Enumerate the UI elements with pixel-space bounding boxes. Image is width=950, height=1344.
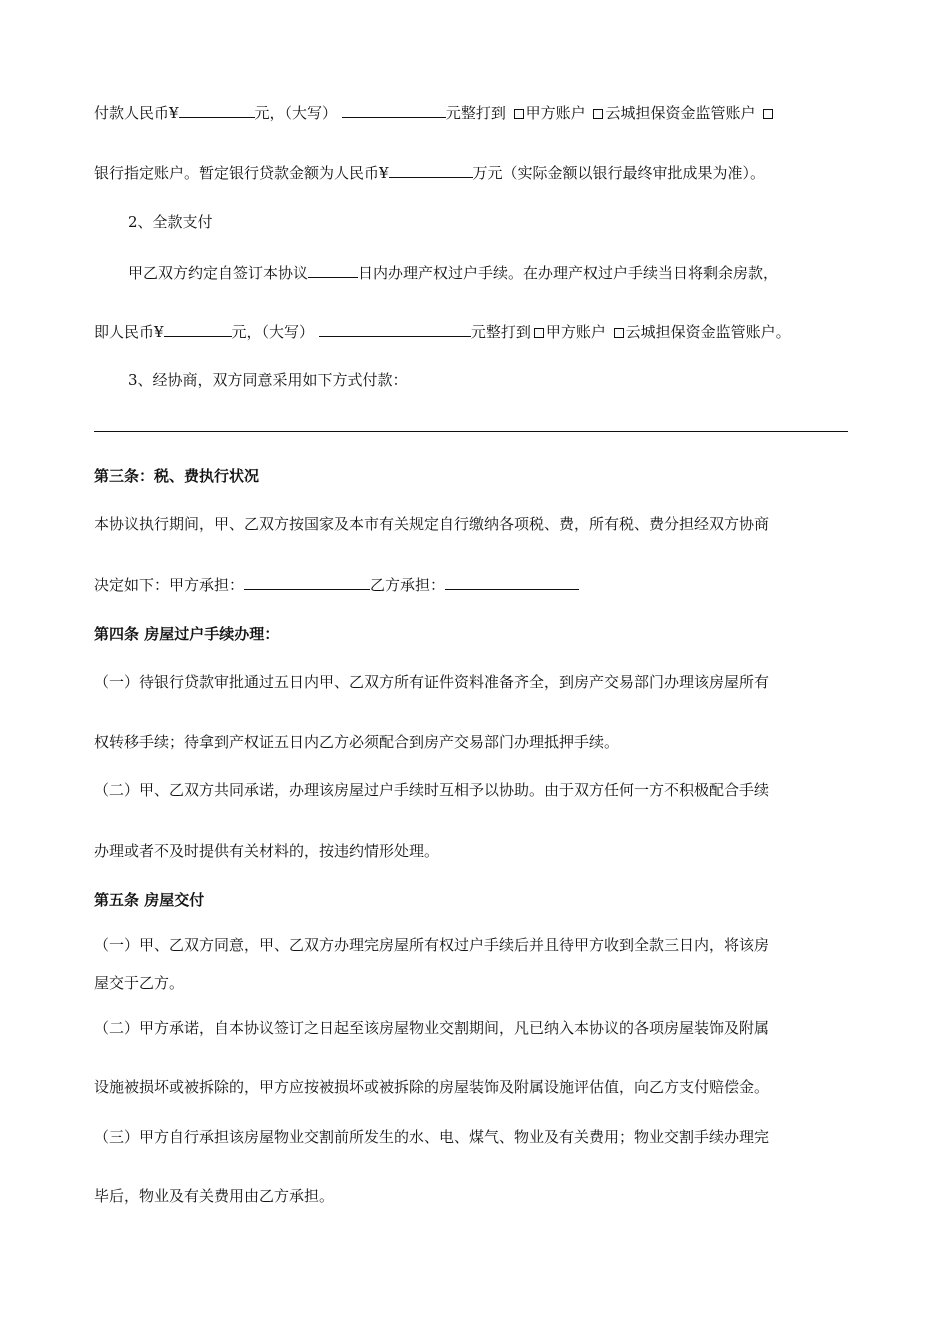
- text: 元，（大写）: [231, 323, 315, 341]
- article-5-p2-line-2: 设施被损坏或被拆除的，甲方应按被损坏或被拆除的房屋装饰及附属设施评估值，向乙方支付赔偿金。: [94, 1078, 770, 1096]
- checkbox-party-a-account[interactable]: [534, 328, 544, 338]
- text: 元整打到: [470, 323, 531, 341]
- loan-payment-line-2: [94, 162, 856, 183]
- article-5-p2-line-1: （二）甲方承诺，自本协议签订之日起至该房屋物业交割期间，凡已纳入本协议的各项房屋装饰及附属: [94, 1019, 770, 1037]
- option-label: 云城担保资金监管账户: [605, 104, 756, 122]
- checkbox-escrow-account[interactable]: [614, 328, 624, 338]
- text: 日内办理产权过户手续。在办理产权过户手续当日将剩余房款，: [358, 264, 779, 282]
- article-4-p1-line-2: 权转移手续；待拿到产权证五日内乙方必须配合到房产交易部门办理抵押手续。: [94, 733, 620, 751]
- amount-blank[interactable]: [164, 321, 232, 337]
- article-4-p2-line-2: 办理或者不及时提供有关材料的，按违约情形处理。: [94, 842, 440, 860]
- negotiated-payment-line: 3、经协商，双方同意采用如下方式付款：: [128, 371, 408, 389]
- text: 银行指定账户。暂定银行贷款金额为人民币¥: [94, 164, 389, 182]
- text: 乙方承担：: [370, 576, 446, 594]
- article-3-line-1: 本协议执行期间，甲、乙双方按国家及本市有关规定自行缴纳各项税、费，所有税、费分担经双方协商: [94, 515, 770, 533]
- article-5-title: 第五条 房屋交付: [94, 891, 205, 909]
- article-3-line-2: [94, 574, 856, 595]
- amount-blank[interactable]: [179, 102, 255, 118]
- article-4-title: 第四条 房屋过户手续办理：: [94, 625, 280, 643]
- amount-words-blank[interactable]: [319, 321, 471, 337]
- days-blank[interactable]: [308, 262, 358, 278]
- amount-words-blank[interactable]: [342, 102, 446, 118]
- article-3-title: 第三条：税、费执行状况: [94, 467, 260, 485]
- text: 万元（实际金额以银行最终审批成果为准）。: [472, 164, 766, 182]
- text: 即人民币¥: [94, 323, 164, 341]
- loan-payment-line-1: [94, 102, 856, 123]
- full-payment-line-2: [94, 321, 856, 342]
- article-5-p3-line-1: （三）甲方自行承担该房屋物业交割前所发生的水、电、煤气、物业及有关费用；物业交割手续办理完: [94, 1128, 770, 1146]
- option-label: 甲方账户: [545, 323, 606, 341]
- text: 甲乙双方约定自签订本协议: [128, 264, 309, 282]
- text: 付款人民币¥: [94, 104, 179, 122]
- article-5-p3-line-2: 毕后，物业及有关费用由乙方承担。: [94, 1187, 335, 1205]
- text: 元，（大写）: [254, 104, 338, 122]
- article-5-p1-line-1: （一）甲、乙双方同意，甲、乙双方办理完房屋所有权过户手续后并且待甲方收到全款三日内，将该房: [94, 936, 770, 954]
- full-payment-line-1: [128, 262, 856, 283]
- checkbox-bank-account[interactable]: [763, 109, 773, 119]
- text: 元整打到: [445, 104, 506, 122]
- payment-method-blank-line[interactable]: [94, 431, 848, 432]
- full-payment-title: 2、全款支付: [128, 213, 213, 231]
- party-b-share-blank[interactable]: [445, 574, 579, 590]
- article-4-p1-line-1: （一）待银行贷款审批通过五日内甲、乙双方所有证件资料准备齐全，到房产交易部门办理该房屋所有: [94, 673, 770, 691]
- option-label: 云城担保资金监管账户。: [625, 323, 791, 341]
- checkbox-party-a-account[interactable]: [514, 109, 524, 119]
- article-4-p2-line-1: （二）甲、乙双方共同承诺，办理该房屋过户手续时互相予以协助。由于双方任何一方不积极配合手续: [94, 781, 770, 799]
- text: 决定如下：甲方承担：: [94, 576, 245, 594]
- checkbox-escrow-account[interactable]: [593, 109, 603, 119]
- option-label: 甲方账户: [525, 104, 586, 122]
- loan-amount-blank[interactable]: [389, 162, 473, 178]
- article-5-p1-line-2: 屋交于乙方。: [94, 974, 185, 992]
- party-a-share-blank[interactable]: [244, 574, 370, 590]
